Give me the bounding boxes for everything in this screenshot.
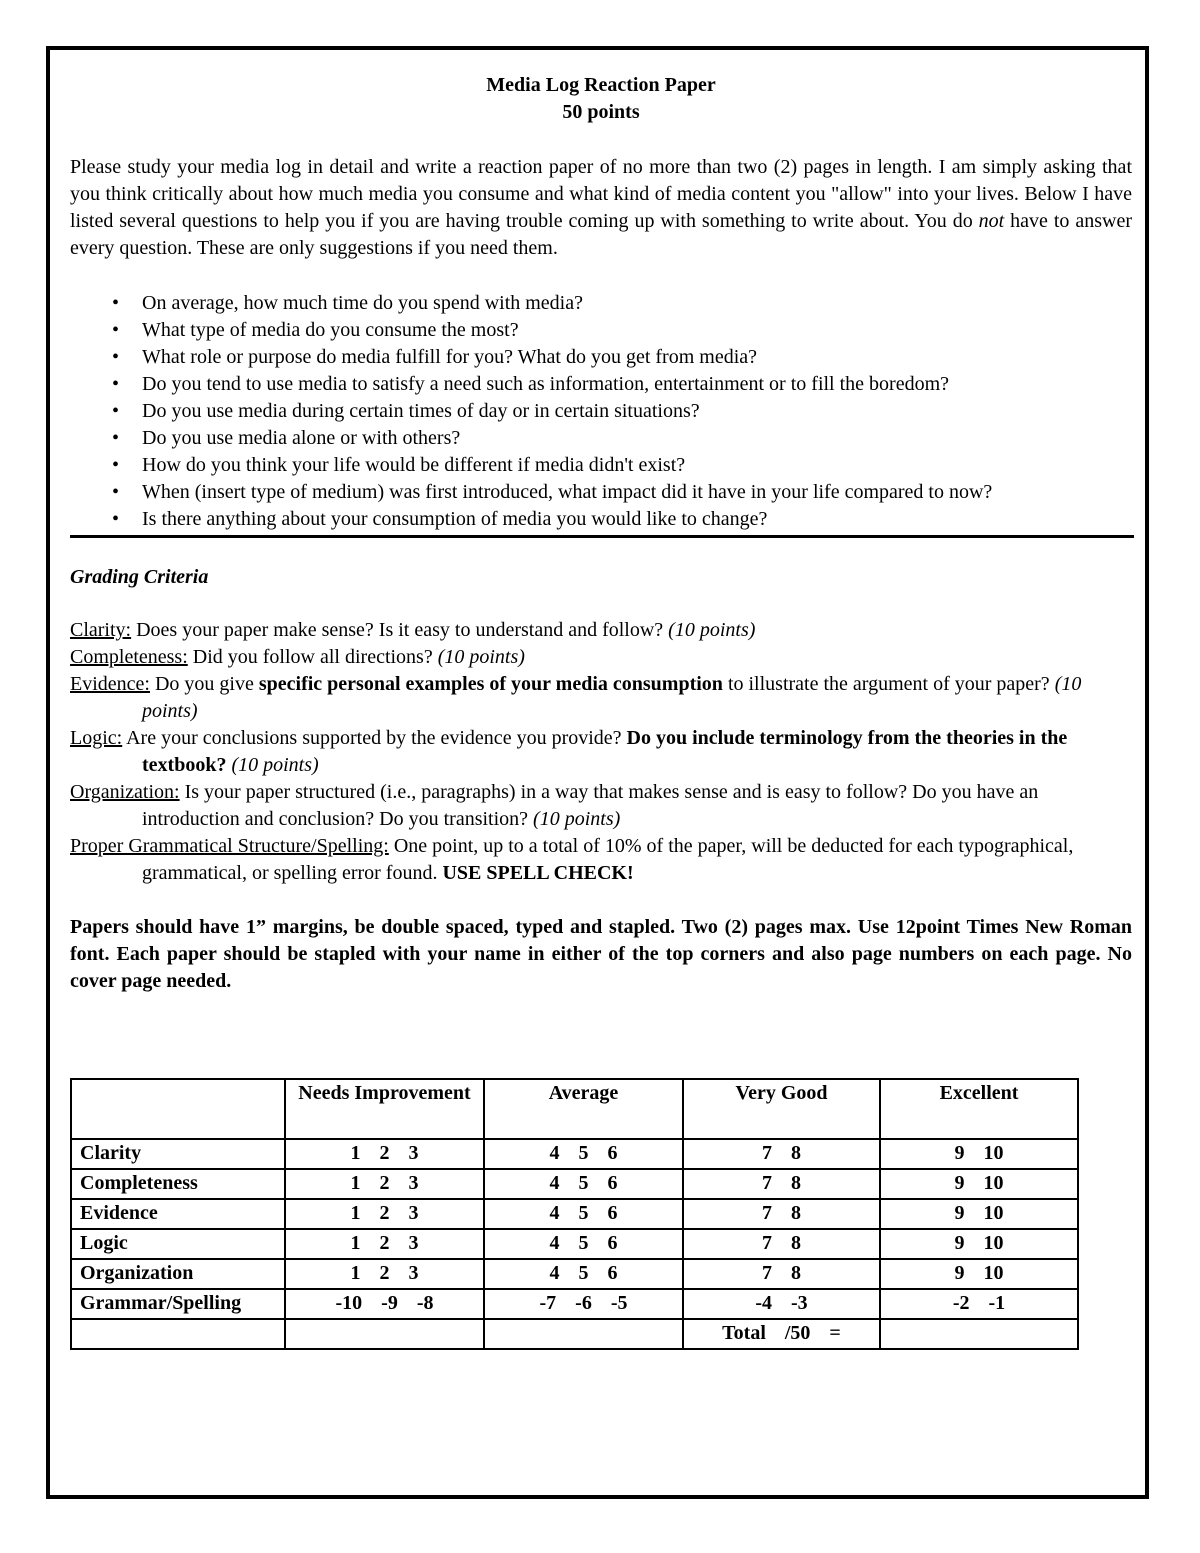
score-cell: 1 2 3 xyxy=(285,1259,484,1289)
rubric-header: Very Good xyxy=(683,1079,880,1139)
question-item xyxy=(112,344,1132,371)
criterion-label: Organization: xyxy=(70,781,180,803)
score-cell: 9 10 xyxy=(880,1169,1078,1199)
total-row xyxy=(71,1319,1078,1349)
table-row xyxy=(71,1289,1078,1319)
total-label: Total /50 = xyxy=(683,1319,880,1349)
question-item xyxy=(112,290,1132,317)
total-value-cell[interactable] xyxy=(880,1319,1078,1349)
criteria-list xyxy=(70,617,1132,887)
table-row xyxy=(71,1229,1078,1259)
score-cell: 1 2 3 xyxy=(285,1229,484,1259)
score-cell: 9 10 xyxy=(880,1259,1078,1289)
table-row xyxy=(71,1259,1078,1289)
criterion-points: (10 points) xyxy=(533,808,621,830)
score-cell: 7 8 xyxy=(683,1229,880,1259)
criterion-points: (10 points) xyxy=(142,673,1082,722)
score-cell: 7 8 xyxy=(683,1139,880,1169)
score-cell: 4 5 6 xyxy=(484,1259,683,1289)
criterion-text: Are your conclusions supported by the evidence you provide? xyxy=(122,727,627,749)
table-row xyxy=(71,1169,1078,1199)
criterion-clarity xyxy=(70,617,1132,644)
score-cell: 1 2 3 xyxy=(285,1169,484,1199)
formatting-note: Papers should have 1” margins, be double spaced, typed and stapled. Two (2) pages max. Use 12point Times New Roman font. Each paper should be stapled with your name in either of the top corners and also page numbers on each page. No cover page needed. xyxy=(70,916,1132,992)
rubric-table xyxy=(70,1078,1079,1350)
score-cell: 9 10 xyxy=(880,1199,1078,1229)
bullet-icon: • xyxy=(112,481,120,503)
score-cell: -7 -6 -5 xyxy=(484,1289,683,1319)
title-line: Media Log Reaction Paper xyxy=(486,74,716,96)
criterion-text: Do you give xyxy=(149,673,259,695)
question-item xyxy=(112,371,1132,398)
criterion-points: (10 points) xyxy=(437,646,525,668)
question-text: Do you tend to use media to satisfy a need such as information, entertainment or to fill the boredom? xyxy=(142,373,950,395)
bullet-icon: • xyxy=(112,373,120,395)
question-text: Is there anything about your consumption of media you would like to change? xyxy=(142,508,768,530)
question-text: When (insert type of medium) was first introduced, what impact did it have in your life compared to now? xyxy=(142,481,993,503)
criterion-text: Did you follow all directions? xyxy=(187,646,438,668)
question-list xyxy=(70,290,1132,533)
bullet-icon: • xyxy=(112,292,120,314)
table-row xyxy=(71,1199,1078,1229)
score-cell: 9 10 xyxy=(880,1139,1078,1169)
points-line: 50 points xyxy=(562,101,640,123)
criterion-points: (10 points) xyxy=(226,754,319,776)
criterion-text: to illustrate the argument of your paper? xyxy=(722,673,1055,695)
row-label: Completeness xyxy=(71,1169,285,1199)
empty-cell xyxy=(285,1319,484,1349)
question-text: What type of media do you consume the most? xyxy=(142,319,519,341)
bullet-icon: • xyxy=(112,508,120,530)
criterion-text: Does your paper make sense? Is it easy to understand and follow? xyxy=(131,619,669,641)
table-row xyxy=(71,1139,1078,1169)
criterion-emphasis: specific personal examples of your media consumption xyxy=(258,673,723,695)
rubric-header: Needs Improvement xyxy=(285,1079,484,1139)
empty-cell xyxy=(484,1319,683,1349)
section-divider xyxy=(70,535,1134,538)
criterion-evidence xyxy=(70,671,1132,725)
bullet-icon: • xyxy=(112,346,120,368)
score-cell: 4 5 6 xyxy=(484,1199,683,1229)
criterion-label: Proper Grammatical Structure/Spelling: xyxy=(70,835,389,857)
question-text: Do you use media alone or with others? xyxy=(142,427,461,449)
criterion-label: Logic: xyxy=(70,727,123,749)
criterion-logic xyxy=(70,725,1132,779)
bullet-icon: • xyxy=(112,427,120,449)
score-cell: 1 2 3 xyxy=(285,1199,484,1229)
question-text: Do you use media during certain times of day or in certain situations? xyxy=(142,400,700,422)
score-cell: 4 5 6 xyxy=(484,1169,683,1199)
question-item xyxy=(112,317,1132,344)
bullet-icon: • xyxy=(112,400,120,422)
score-cell: 7 8 xyxy=(683,1259,880,1289)
intro-paragraph xyxy=(70,154,1132,262)
score-cell: -4 -3 xyxy=(683,1289,880,1319)
criterion-emphasis: USE SPELL CHECK! xyxy=(442,862,634,884)
grading-criteria-heading: Grading Criteria xyxy=(70,566,209,588)
intro-text-b: have to answer every question. These are only suggestions if you need them. xyxy=(70,210,1133,259)
criterion-organization xyxy=(70,779,1132,833)
score-cell: -10 -9 -8 xyxy=(285,1289,484,1319)
score-cell: 1 2 3 xyxy=(285,1139,484,1169)
criterion-emphasis: Do you include terminology from the theories in the textbook? xyxy=(142,727,1068,776)
criterion-completeness xyxy=(70,644,1132,671)
rubric-header: Average xyxy=(484,1079,683,1139)
criterion-grammar xyxy=(70,833,1132,887)
row-label: Grammar/Spelling xyxy=(71,1289,285,1319)
criterion-text: One point, up to a total of 10% of the paper, will be deducted for each typographical, grammatical, or spelling error found. xyxy=(142,835,1074,884)
intro-emphasis: not xyxy=(978,210,1005,232)
criterion-points: (10 points) xyxy=(668,619,756,641)
criterion-label: Evidence: xyxy=(70,673,150,695)
bullet-icon: • xyxy=(112,319,120,341)
document-body xyxy=(70,70,1132,1015)
row-label: Logic xyxy=(71,1229,285,1259)
question-item xyxy=(112,479,1132,506)
row-label: Evidence xyxy=(71,1199,285,1229)
question-item xyxy=(112,398,1132,425)
intro-text-a: Please study your media log in detail and write a reaction paper of no more than two (2) pages in length. I am simply asking that you think critically about how much media you consume and what kind of media content you "allow" into your lives. Below I have listed several questions to help you if you are having trouble coming up with something to write about. You do xyxy=(70,156,1132,232)
empty-cell xyxy=(71,1319,285,1349)
rubric-header-row xyxy=(71,1079,1078,1139)
score-cell: 7 8 xyxy=(683,1169,880,1199)
question-text: On average, how much time do you spend with media? xyxy=(142,292,583,314)
row-label: Organization xyxy=(71,1259,285,1289)
question-item xyxy=(112,425,1132,452)
bullet-icon: • xyxy=(112,454,120,476)
criterion-text: Is your paper structured (i.e., paragraphs) in a way that makes sense and is easy to follow? Do you have an introduction and conclusion? Do you transition? xyxy=(142,781,1039,830)
question-item xyxy=(112,452,1132,479)
question-item xyxy=(112,506,1132,533)
rubric-header xyxy=(71,1079,285,1139)
score-cell: 9 10 xyxy=(880,1229,1078,1259)
rubric-header: Excellent xyxy=(880,1079,1078,1139)
document-title xyxy=(70,72,1132,126)
question-text: How do you think your life would be different if media didn't exist? xyxy=(142,454,686,476)
score-cell: -2 -1 xyxy=(880,1289,1078,1319)
criterion-label: Clarity: xyxy=(70,619,132,641)
score-cell: 7 8 xyxy=(683,1199,880,1229)
score-cell: 4 5 6 xyxy=(484,1139,683,1169)
row-label: Clarity xyxy=(71,1139,285,1169)
question-text: What role or purpose do media fulfill for you? What do you get from media? xyxy=(142,346,757,368)
criterion-label: Completeness: xyxy=(70,646,188,668)
score-cell: 4 5 6 xyxy=(484,1229,683,1259)
